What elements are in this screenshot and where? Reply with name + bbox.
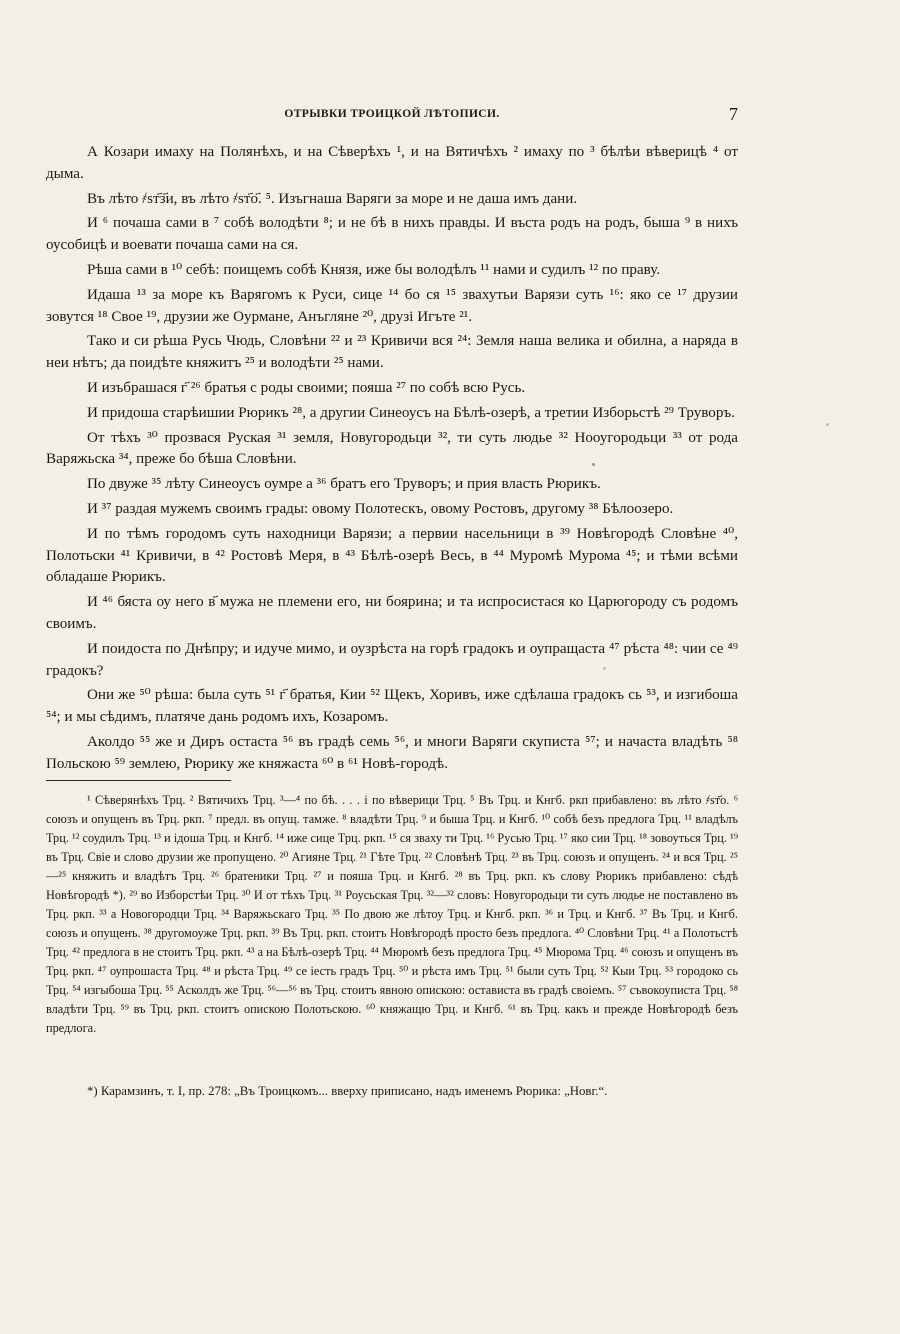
paragraph: И изъбрашася г҃ ²⁶ братья с роды своими; пояша ²⁷ по собѣ всю Русь.	[87, 379, 526, 396]
paragraph: От тѣхъ ³⁰ прозвася Руская ³¹ земля, Новугородьци ³², ти суть людье ³² Нооугородьци ³³ от рода Варяжьска ³⁴, преже бо бѣша Словѣни.	[46, 429, 738, 468]
paragraph: Тако и си рѣша Русь Чюдь, Словѣни ²² и ²³ Кривичи вся ²⁴: Земля наша велика и обилна, а наряда в неи нѣтъ; да поидѣте княжитъ ²⁵ и володѣти ²⁵ нами.	[46, 333, 738, 372]
paragraph: И поидоста по Днѣпру; и идуче мимо, и оузрѣста на горѣ градокъ и оупращаста ⁴⁷ рѣста ⁴⁸: чии се ⁴⁹ градокъ?	[46, 640, 738, 679]
paragraph: И ³⁷ раздая мужемъ своимъ грады: овому Полотескъ, овому Ростовъ, другому ³⁸ Бѣлоозеро.	[87, 500, 674, 517]
paragraph: Идаша ¹³ за море къ Варягомъ к Руси, сице ¹⁴ бо ся ¹⁵ звахутьи Варязи суть ¹⁶: яко се ¹⁷ друзии зовутся ¹⁸ Свое ¹⁹, друзии же Оурмане, Анъгляне ²⁰, друзі Игъте ²¹.	[46, 286, 738, 325]
footnotes-text: ¹ Сѣверянѣхъ Трц. ² Вятичихъ Трц. ³—⁴ по бѣ. . . . і по вѣверици Трц. ⁵ Въ Трц. и Кнгб. ркп прибавлено: въ лѣто ҂ѕт҃о. ⁶ союзъ и опущенъ въ Трц. ркп. ⁷ предл. въ опущ. тамже. ⁸ владѣти Трц. ⁹ и быша Трц. и Кнгб. ¹⁰ собѣ безъ предлога Трц. ¹¹ владѣлъ Трц. ¹² соудилъ Трц. ¹³ и ідоша Трц. и Кнгб. ¹⁴ иже сице Трц. ркп. ¹⁵ ся зваху ти Трц. ¹⁶ Русью Трц. ¹⁷ яко сии Трц. ¹⁸ зовоуться Трц. ¹⁹ въ Трц. Свіе и слово друзии же пропущено. ²⁰ Агияне Трц. ²¹ Гѣте Трц. ²² Словѣнѣ Трц. ²³ въ Трц. союзъ и опущенъ. ²⁴ и вся Трц. ²⁵—²⁵ княжить и владѣтъ Трц. ²⁶ братеники Трц. ²⁷ и пояша Трц. и Кнгб. ²⁸ въ Трц. ркп. къ слову Рюрикъ прибавлено: сѣдѣ Новѣгородѣ *). ²⁹ во Изборстѣи Трц. ³⁰ И от тѣхъ Трц. ³¹ Роусьская Трц. ³²—³² словъ: Новугородьци ти суть людье не поставлено въ Трц. ркп. ³³ а Новогородци Трц. ³⁴ Варяжьскаго Трц. ³⁵ По двою же лѣтоу Трц. и Кнгб. ркп. ³⁶ и Трц. и Кнгб. ³⁷ Въ Трц. и Кнгб. союзъ и опущенъ. ³⁸ другомоуже Трц. ркп. ³⁹ Въ Трц. ркп. стоитъ Новѣгородѣ просто безъ предлога. ⁴⁰ Словѣни Трц. ⁴¹ а Полотьстѣ Трц. ⁴² предлога в не стоитъ Трц. ркп. ⁴³ а на Бѣлѣ-озерѣ Трц. ⁴⁴ Мюромѣ безъ предлога Трц. ⁴⁵ Мюрома Трц. ⁴⁶ союзъ и опущенъ въ Трц. ркп. ⁴⁷ оупрошаста Трц. ⁴⁸ и рѣста Трц. ⁴⁹ се іесть градъ Трц. ⁵⁰ и рѣста имъ Трц. ⁵¹ были суть Трц. ⁵² Кыи Трц. ⁵³ городоко сь Трц. ⁵⁴ изгыбоша Трц. ⁵⁵ Асколдъ же Трц. ⁵⁶—⁵⁶ въ Трц. стоитъ явною опискою: остависта въ градѣ своіемъ. ⁵⁷ съвокоуписта Трц. ⁵⁸ владѣти Трц. ⁵⁹ въ Трц. ркп. стоитъ опискою Полотьскою. ⁶⁰ княжащю Трц. и Кнгб. ⁶¹ въ Трц. какъ и прежде Новѣгородѣ безъ предлога.	[46, 793, 738, 1035]
paragraph: Они же ⁵⁰ рѣша: была суть ⁵¹ г҃ братья, Кии ⁵² Щекъ, Хоривъ, иже сдѣлаша градокъ сь ⁵³, и изгибоша ⁵⁴; и мы сѣдимъ, платяче дань родомъ ихъ, Козаромъ.	[46, 687, 738, 726]
paragraph: Въ лѣто ҂ѕт҃з҃и, въ лѣто ҂ѕт҃о҃. ⁵. Изъгнаша Варяги за море и не даша имъ дани.	[87, 190, 578, 207]
paragraph: По двуже ³⁵ лѣту Синеоусъ оумре а ³⁶ братъ его Труворъ; и прия власть Рюрикъ.	[87, 476, 601, 493]
running-title: ОТРЫВКИ ТРОИЦКОЙ ЛѢТОПИСИ.	[284, 108, 500, 120]
footnote-divider	[46, 780, 231, 781]
paragraph: И ⁴⁶ бяста оу него в҃ мужа не племени его, ни боярина; и та испросистася ко Царюгороду съ родомъ своимъ.	[46, 594, 738, 632]
editor-footnote: *) Карамзинъ, т. I, пр. 278: „Въ Троицкомъ... вверху приписано, надъ именемъ Рюрика: „Новг.“.	[87, 1084, 608, 1098]
paper-speck	[603, 667, 606, 670]
paper-speck	[592, 463, 595, 466]
page-number: 7	[729, 104, 738, 124]
paragraph: Рѣша сами в ¹⁰ себѣ: поищемъ собѣ Князя, иже бы володѣлъ ¹¹ нами и судилъ ¹² по праву.	[87, 261, 661, 278]
paragraph: Аколдо ⁵⁵ же и Диръ остаста ⁵⁶ въ градѣ семь ⁵⁶, и многи Варяги скуписта ⁵⁷; и начаста владѣть ⁵⁸ Польскою ⁵⁹ землею, Рюрику же княжаста ⁶⁰ в ⁶¹ Новѣ-городѣ.	[46, 733, 738, 772]
critical-apparatus	[46, 791, 738, 1038]
paragraph: И ⁶ почаша сами в ⁷ собѣ володѣти ⁸; и не бѣ в нихъ правды. И въста родъ на родъ, быша ⁹ в нихъ оусобицѣ и воевати почаша сами на ся.	[46, 215, 738, 254]
paragraph: И придоша старѣишии Рюрикъ ²⁸, а другии Синеоусъ на Бѣлѣ-озерѣ, а третии Изборьстѣ ²⁹ Труворъ.	[87, 404, 735, 421]
page-header	[46, 104, 738, 130]
paragraph: И по тѣмъ городомъ суть находници Варязи; а первии насельници в ³⁹ Новѣгородѣ Словѣне ⁴⁰, Полотьски ⁴¹ Кривичи, в ⁴² Ростовѣ Меря, в ⁴³ Бѣлѣ-озерѣ Весь, в ⁴⁴ Муромѣ Мурома ⁴⁵; и тѣми всѣми обладаше Рюрикъ.	[46, 525, 738, 586]
paragraph: А Козари имаху на Полянѣхъ, и на Сѣверѣхъ ¹, и на Вятичѣхъ ² имаху по ³ бѣлѣи вѣверицѣ ⁴ от дыма.	[46, 144, 738, 182]
main-text	[46, 142, 738, 776]
paper-speck	[826, 423, 829, 426]
